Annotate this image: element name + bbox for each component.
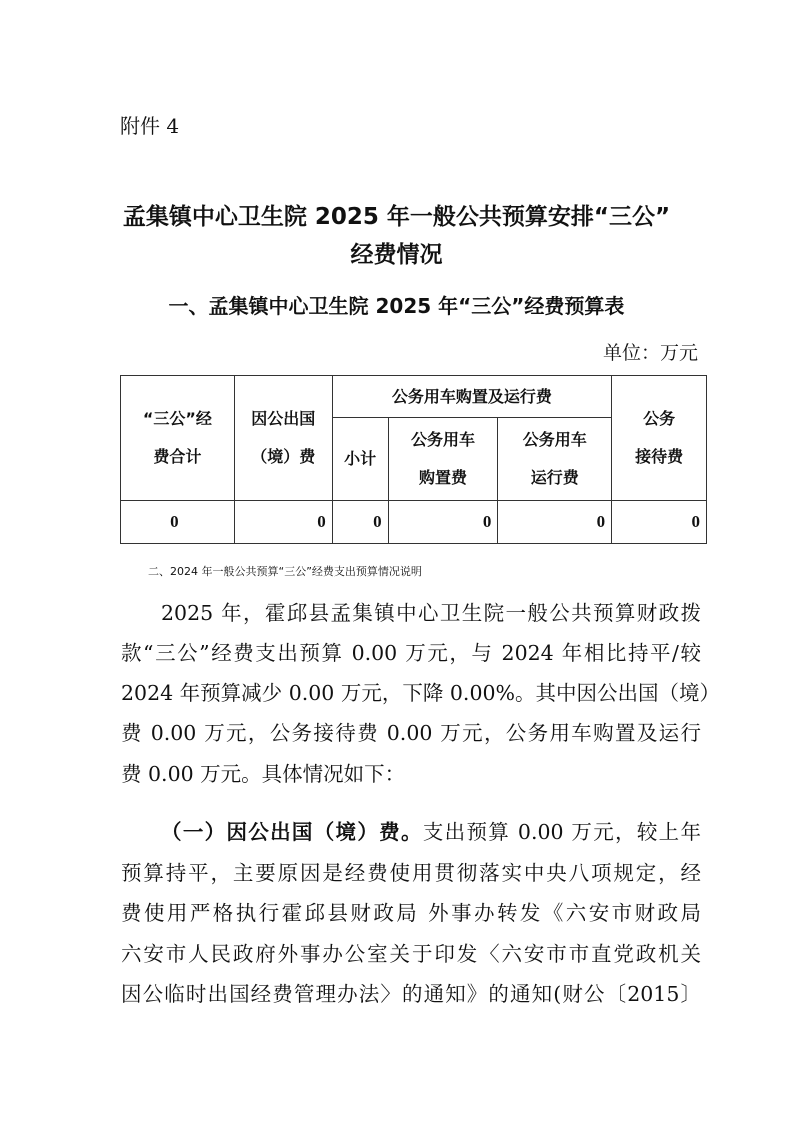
para2-line: 预算持平，主要原因是经费使用贯彻落实中央八项规定，经 xyxy=(121,861,701,885)
unit-label: 单位：万元 xyxy=(602,342,698,364)
header-car-running: 公务用车 运行费 xyxy=(498,418,612,501)
header-car: 公务用车购置及运行费 xyxy=(332,376,611,418)
value-abroad: 0 xyxy=(234,501,332,544)
header-reception: 公务 接待费 xyxy=(612,376,707,501)
section1-heading: 一、孟集镇中心卫生院 2025 年“三公”经费预算表 xyxy=(168,294,625,318)
para2-line: 因公临时出国经费管理办法〉的通知》的通知(财公〔2015〕 xyxy=(121,982,701,1006)
para1-line: 费 0.00 万元。具体情况如下： xyxy=(121,762,406,786)
header-total: “三公”经 费合计 xyxy=(121,376,235,501)
header-abroad: 因公出国 （境）费 xyxy=(234,376,332,501)
para2-line: 六安市人民政府外事办公室关于印发〈六安市市直党政机关 xyxy=(121,942,701,966)
value-reception: 0 xyxy=(612,501,707,544)
budget-table xyxy=(120,375,707,544)
table-row xyxy=(121,501,707,544)
section2-heading: 二、2024 年一般公共预算“三公”经费支出预算情况说明 xyxy=(148,565,422,578)
document-title-line1: 孟集镇中心卫生院 2025 年一般公共预算安排“三公” xyxy=(122,204,671,230)
para1-line: 款“三公”经费支出预算 0.00 万元，与 2024 年相比持平/较 xyxy=(121,641,701,665)
attachment-label: 附件 4 xyxy=(120,114,180,138)
para1-line: 2025 年，霍邱县孟集镇中心卫生院一般公共预算财政拨 xyxy=(161,601,701,625)
value-car-purchase: 0 xyxy=(388,501,498,544)
document-title-line2: 经费情况 xyxy=(350,242,443,268)
para2-line: （一）因公出国（境）费。支出预算 0.00 万元，较上年 xyxy=(161,820,702,844)
para2-heading: （一）因公出国（境）费。 xyxy=(161,820,423,844)
value-car-running: 0 xyxy=(498,501,612,544)
para1-line: 2024 年预算减少 0.00 万元，下降 0.00%。其中因公出国（境） xyxy=(121,681,721,705)
header-subtotal: 小计 xyxy=(332,418,388,501)
para1-line: 费 0.00 万元，公务接待费 0.00 万元，公务用车购置及运行 xyxy=(121,721,701,745)
para2-line: 费使用严格执行霍邱县财政局 外事办转发《六安市财政局 xyxy=(121,901,701,925)
header-car-purchase: 公务用车 购置费 xyxy=(388,418,498,501)
value-total: 0 xyxy=(121,501,235,544)
value-subtotal: 0 xyxy=(332,501,388,544)
